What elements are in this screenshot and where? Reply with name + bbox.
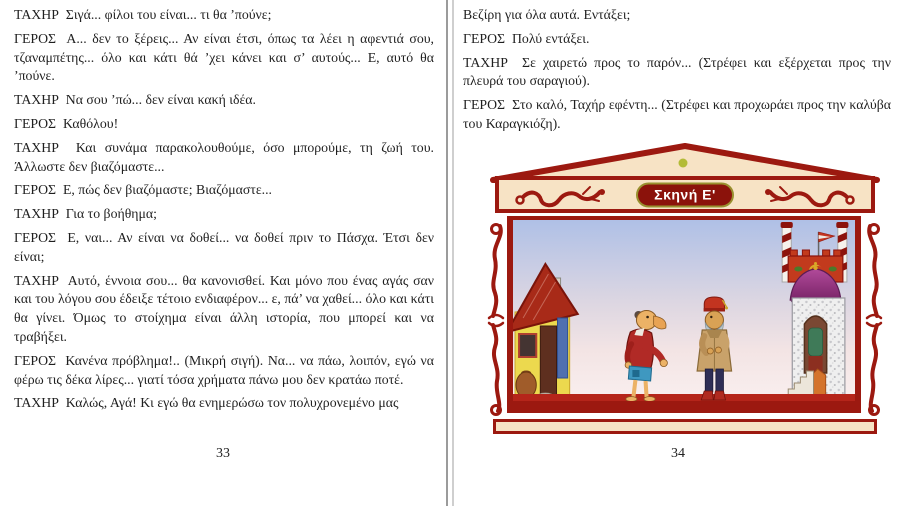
theater-base-bar (493, 419, 877, 434)
page-right (455, 0, 901, 506)
dialogue-paragraph: ΓΕΡΟΣ Α... δεν το ξέρεις... Αν είναι έτσι, όπως τα λέει η αφεντιά σου, τζαναμπέτης... όλο και κάτι θά ’χει κάνει και σ’ αυτούς... Ε, αυτό θα ’πούνε. (14, 30, 438, 84)
dialogue-paragraph: ΓΕΡΟΣ Καθόλου! (14, 115, 119, 131)
dialogue-paragraph: ΓΕΡΟΣ Στο καλό, Ταχήρ εφέντη... (Στρέφει και προχωράει προς την καλύβα του Καραγκιόζη). (463, 97, 895, 131)
theater-column-left-icon (486, 219, 506, 419)
dialogue-column-right (463, 6, 895, 139)
scene-badge (636, 182, 734, 207)
dialogue-paragraph: ΓΕΡΟΣ Κανένα πρόβλημα!.. (Μικρή σιγή). Να... να πάω, λοιπόν, εγώ να φέρω τις δέκα λίρες... γιατί τόσα χρήματα πάνω μου δεν κρατάω ποτέ. (14, 352, 438, 387)
dialogue-paragraph: ΤΑΧΗΡ Σε χαιρετώ προς το παρόν... (Στρέφει και εξέρχεται προς την πλευρά του σαραγιού). (463, 54, 895, 89)
dialogue-paragraph: ΤΑΧΗΡ Να σου ’πώ... δεν είναι κακή ιδέα. (14, 92, 256, 108)
dialogue-paragraph: ΤΑΧΗΡ Αυτό, έννοια σου... θα κανονισθεί. Και μόνο που ένας αγάς σαν και του λόγου σου έδειξε τέτοιο ενδιαφέρον... ε, πά’ να χαθεί... όλο και κάτι θα γίνει. Όμως το στοίχημα είναι άλλη ιστορία, που μπορεί και να τραβήξει. (14, 272, 438, 344)
dialogue-paragraph: ΓΕΡΟΣ Ε, ναι... Αν είναι να δοθεί... να δοθεί πριν το Πάσχα. Έτσι δεν είναι; (14, 229, 438, 264)
page-number-left: 33 (216, 446, 230, 461)
dialogue-paragraph: ΤΑΧΗΡ Για το βοήθημα; (14, 206, 157, 222)
dialogue-paragraph: ΓΕΡΟΣ Πολύ εντάξει. (463, 30, 590, 46)
puppet-theater-illustration (485, 143, 885, 438)
dialogue-paragraph: Βεζίρη για όλα αυτά. Εντάξει; (463, 7, 631, 22)
dialogue-paragraph: ΤΑΧΗΡ Σιγά... φίλοι του είναι... τι θα ’πούνε; (14, 7, 272, 22)
page-number-right: 34 (671, 446, 685, 461)
banner-flourish-right-icon (762, 184, 857, 212)
stage-scene (513, 220, 855, 401)
banner-flourish-left-icon (513, 184, 608, 212)
tower-doorway (804, 316, 826, 373)
page-gutter (446, 0, 454, 506)
dialogue-paragraph: ΤΑΧΗΡ Καλώς, Αγά! Κι εγώ θα ενημερώσω τον πολυχρονεμένο μας (14, 395, 399, 411)
theater-column-right-icon (864, 219, 884, 419)
dialogue-paragraph: ΤΑΧΗΡ Και συνάμα παρακολουθούμε, όσο μπορούμε, τη ζωή του. Άλλωστε δεν βιαζόμαστε... (14, 139, 437, 174)
scene-label: Σκηνή Ε' (654, 186, 716, 203)
theater-banner (495, 176, 875, 213)
stage-floor (513, 394, 855, 401)
pediment-dot-icon (679, 159, 688, 168)
stage-frame (507, 216, 861, 413)
dialogue-paragraph: ΓΕΡΟΣ Ε, πώς δεν βιαζόμαστε; Βιαζόμαστε... (14, 182, 272, 198)
dialogue-column-left (14, 6, 438, 418)
page-left (0, 0, 446, 506)
